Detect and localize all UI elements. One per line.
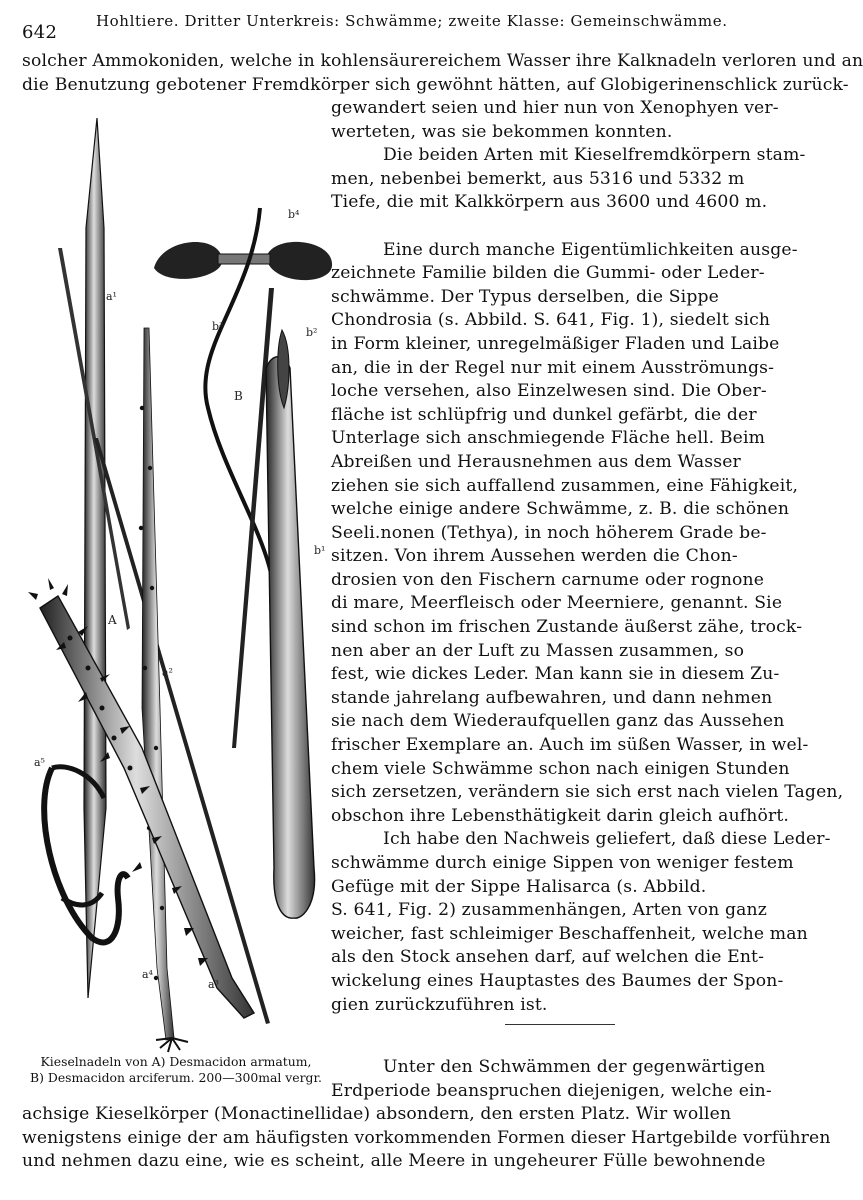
text-line: als den Stock ansehen darf, auf welchen die Ent- bbox=[331, 947, 765, 968]
text-line: die Benutzung gebotener Fremdkörper sich gewöhnt hätten, auf Globigerinenschlick zurück- bbox=[22, 74, 849, 95]
label-A: A bbox=[108, 613, 117, 627]
section-divider bbox=[505, 1024, 615, 1025]
text-line: fest, wie dickes Leder. Man kann sie in diesem Zu- bbox=[331, 664, 780, 685]
blank-line bbox=[331, 215, 762, 239]
text-line: Unter den Schwämmen der gegenwärtigen bbox=[383, 1057, 766, 1077]
text-line: wenigstens einige der am häufigsten vorkommenden Formen dieser Hartgebilde vorführen bbox=[22, 1127, 831, 1148]
text-line: S. 641, Fig. 2) zusammenhängen, Arten von ganz bbox=[331, 900, 767, 921]
text-line: men, nebenbei bemerkt, aus 5316 und 5332 m bbox=[331, 168, 745, 189]
label-B: B bbox=[234, 389, 243, 403]
text-line: und nehmen dazu eine, wie es scheint, alle Meere in ungeheurer Fülle bewohnende bbox=[22, 1151, 766, 1172]
text-line: nen aber an der Luft zu Massen zusammen, so bbox=[331, 640, 745, 661]
text-line: zeichnete Familie bilden die Gummi- oder Leder- bbox=[331, 263, 765, 284]
spicule-a1 bbox=[84, 118, 106, 998]
label-a4: a⁴ bbox=[142, 968, 153, 981]
spicule-tuft bbox=[156, 1038, 188, 1052]
text-line: Seeli.nonen (Tethya), in noch höherem Grade be- bbox=[331, 522, 767, 543]
caption-line: Kieselnadeln von A) Desmacidon armatum, bbox=[40, 1054, 312, 1069]
text-line: werteten, was sie bekommen konnten. bbox=[331, 121, 673, 142]
text-line: frischer Exemplare an. Auch im süßen Wasser, in wel- bbox=[331, 735, 809, 756]
right-column-text bbox=[331, 97, 844, 1017]
text-line: drosien von den Fischern carnume oder rognone bbox=[331, 569, 765, 590]
label-a1: a¹ bbox=[106, 290, 117, 303]
text-line: sich zersetzen, verändern sie sich erst nach vielen Tagen, bbox=[331, 782, 844, 803]
text-line: sind schon im frischen Zustande äußerst zähe, trock- bbox=[331, 617, 803, 638]
label-b1: b¹ bbox=[314, 544, 326, 557]
text-line: sitzen. Von ihrem Aussehen werden die Chon- bbox=[331, 546, 738, 567]
text-line: gewandert seien und hier nun von Xenophyen ver- bbox=[331, 98, 779, 118]
bottom-paragraph-lines bbox=[22, 1103, 831, 1174]
text-line: obschon ihre Lebensthätigkeit darin gleich aufhört. bbox=[331, 805, 790, 826]
label-b2: b² bbox=[306, 326, 318, 339]
label-a2: a² bbox=[162, 666, 173, 679]
text-line: di mare, Meerfleisch oder Meerniere, genannt. Sie bbox=[331, 593, 783, 614]
text-line: in Form kleiner, unregelmäßiger Fladen und Laibe bbox=[331, 333, 780, 354]
text-line: gien zurückzuführen ist. bbox=[331, 994, 548, 1015]
text-line: sie nach dem Wiederaufquellen ganz das Aussehen bbox=[331, 711, 785, 732]
text-line: Chondrosia (s. Abbild. S. 641, Fig. 1), siedelt sich bbox=[331, 310, 771, 331]
text-line: Abreißen und Herausnehmen aus dem Wasser bbox=[331, 451, 741, 472]
text-line: Gefüge mit der Sippe Halisarca (s. Abbild. bbox=[331, 876, 707, 897]
text-line: solcher Ammokoniden, welche in kohlensäurereichem Wasser ihre Kalknadeln verloren und an bbox=[22, 51, 863, 71]
text-line: an, die in der Regel nur mit einem Ausströmungs- bbox=[331, 357, 775, 378]
figure-caption bbox=[26, 1054, 326, 1086]
new-section-lines bbox=[331, 1056, 772, 1103]
label-a5: a⁵ bbox=[34, 756, 45, 769]
spicule-illustration bbox=[22, 108, 332, 1053]
text-line: schwämme durch einige Sippen von weniger festem bbox=[331, 853, 794, 873]
text-line: Eine durch manche Eigentümlichkeiten ausge- bbox=[383, 239, 798, 260]
spicules-drawing bbox=[22, 108, 332, 1053]
text-line: stande jahrelang aufbewahren, und dann nehmen bbox=[331, 687, 773, 708]
text-line: ziehen sie sich auffallend zusammen, eine Fähigkeit, bbox=[331, 475, 799, 496]
spicule-b1 bbox=[266, 357, 315, 918]
text-line: Ich habe den Nachweis geliefert, daß diese Leder- bbox=[383, 829, 831, 850]
text-line: Unterlage sich anschmiegende Fläche hell. Beim bbox=[331, 428, 766, 449]
label-a3: a³ bbox=[208, 978, 219, 991]
text-line: achsige Kieselkörper (Monactinellidae) absondern, den ersten Platz. Wir wollen bbox=[22, 1104, 732, 1124]
top-paragraph-lines bbox=[22, 50, 863, 97]
text-line: Tiefe, die mit Kalkkörpern aus 3600 und 4600 m. bbox=[331, 192, 768, 213]
running-head: Hohltiere. Dritter Unterkreis: Schwämme; zweite Klasse: Gemeinschwämme. bbox=[96, 12, 728, 30]
text-line: loche versehen, also Einzelwesen sind. Die Ober- bbox=[331, 381, 767, 402]
text-line: fläche ist schlüpfrig und dunkel gefärbt, die der bbox=[331, 404, 757, 425]
caption-line: B) Desmacidon arciferum. 200—300mal vergr. bbox=[30, 1070, 322, 1085]
label-b4: b⁴ bbox=[288, 208, 300, 221]
text-line: Die beiden Arten mit Kieselfremdkörpern stam- bbox=[383, 145, 806, 166]
label-b3: b³ bbox=[212, 320, 224, 333]
page-header bbox=[22, 10, 762, 43]
text-line: Erdperiode beanspruchen diejenigen, welche ein- bbox=[331, 1080, 772, 1101]
text-line: schwämme. Der Typus derselben, die Sippe bbox=[331, 286, 719, 307]
text-line: weicher, fast schleimiger Beschaffenheit, welche man bbox=[331, 923, 808, 944]
text-line: wickelung eines Hauptastes des Baumes der Spon- bbox=[331, 970, 784, 991]
page-number: 642 bbox=[22, 22, 58, 43]
text-line: welche einige andere Schwämme, z. B. die schönen bbox=[331, 499, 790, 520]
text-line: chem viele Schwämme schon nach einigen Stunden bbox=[331, 758, 790, 779]
